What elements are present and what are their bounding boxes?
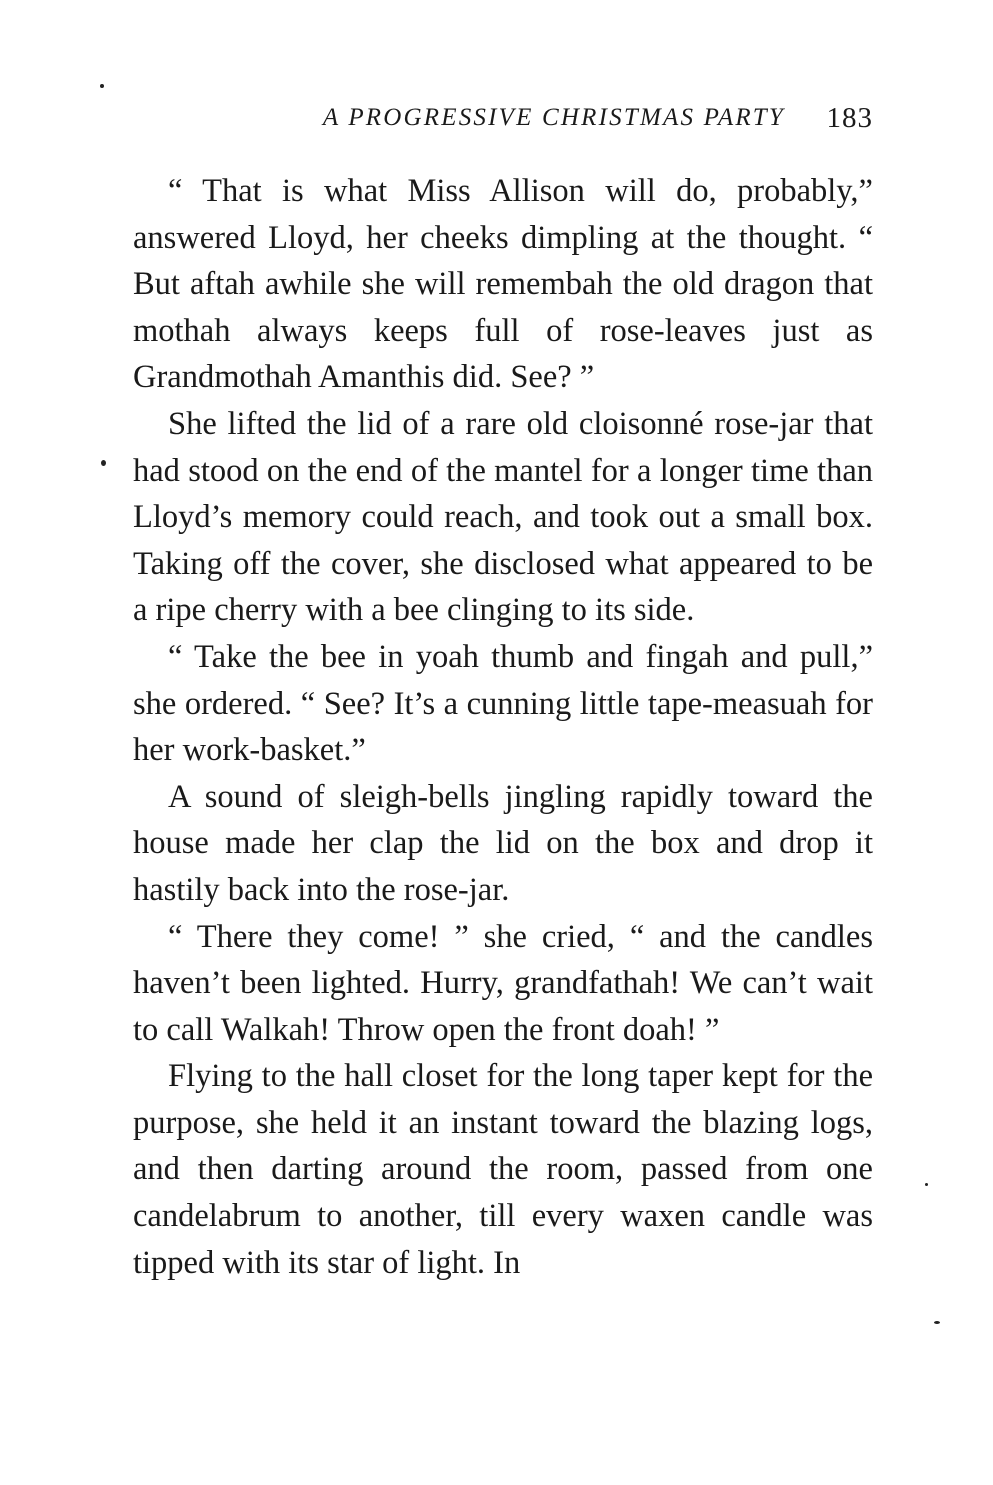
paragraph-3: “ Take the bee in yoah thumb and fingah and pull,” she ordered. “ See? It’s a cunning little tape-measuah for her work-basket.”	[133, 638, 873, 769]
paragraph-1: “ That is what Miss Allison will do, probably,” answered Lloyd, her cheeks dimpling at the thought. “ But aftah awhile she will remembah the old dragon that mothah always keeps full of rose-leaves just as Grandmothah Amanthis did. See? ”	[133, 173, 873, 396]
scan-speck	[925, 1183, 928, 1186]
paragraph-5: “ There they come! ” she cried, “ and the candles haven’t been lighted. Hurry, grandfathah! We can’t wait to call Walkah! Throw open the front doah! ”	[133, 918, 873, 1048]
paragraph-6: Flying to the hall closet for the long taper kept for the purpose, she held it an instant toward the blazing logs, and then darting around the room, passed from one candelabrum to another, till every waxen candle was tipped with its star of light. In	[133, 1058, 873, 1281]
running-title: A PROGRESSIVE CHRISTMAS PARTY	[322, 104, 785, 131]
scan-speck	[101, 460, 106, 466]
paragraph-2: She lifted the lid of a rare old cloisonné rose-jar that had stood on the end of the mantel for a longer time than Lloyd’s memory could reach, and took out a small box. Taking off the cover, she disclosed what appeared to be a ripe cherry with a bee clinging to its side.	[133, 405, 873, 629]
scan-speck	[934, 1321, 940, 1324]
body-text	[133, 168, 873, 1286]
paragraph-4: A sound of sleigh-bells jingling rapidly toward the house made her clap the lid on the box and drop it hastily back into the rose-jar.	[133, 778, 873, 908]
page-number: 183	[826, 102, 873, 134]
scan-speck	[100, 84, 104, 88]
running-head	[133, 100, 873, 140]
